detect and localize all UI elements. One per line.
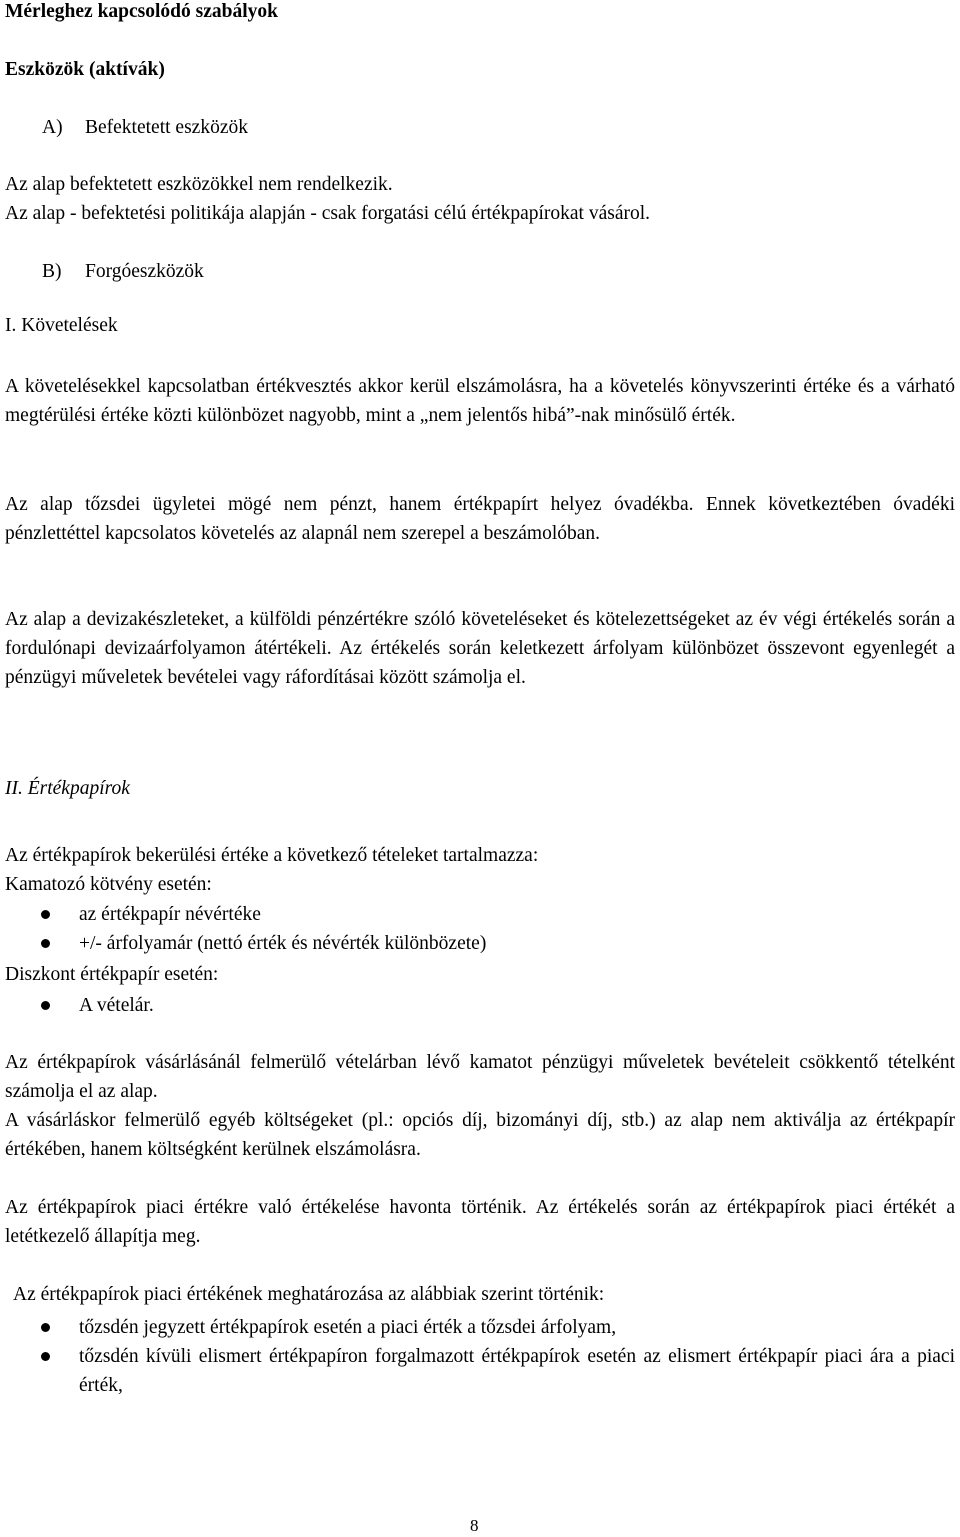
para-ii3: Diszkont értékpapír esetén: — [5, 964, 219, 985]
para-i2: Az alap tőzsdei ügyletei mögé nem pénzt, hanem értékpapírt helyez óvadékba. Ennek következtében óvadéki pénzlettéttel kapcsolatos követelés az alapnál nem szerepel a beszámolóban. — [5, 494, 955, 544]
list-item — [0, 900, 955, 929]
page-title: Mérleghez kapcsolódó szabályok — [5, 1, 278, 22]
para-a1: Az alap befektetett eszközökkel nem rendelkezik. — [5, 174, 393, 195]
bullet-icon — [41, 910, 50, 919]
page-number: 8 — [470, 1516, 479, 1535]
heading-receivables: I. Követelések — [5, 315, 118, 336]
bullet-icon — [41, 1323, 50, 1332]
section-b-heading — [42, 257, 204, 286]
bullet-icon — [41, 1001, 50, 1010]
section-a-label: A) — [42, 117, 63, 138]
para-a2: Az alap - befektetési politikája alapján - csak forgatási célú értékpapírokat vásárol. — [5, 203, 651, 224]
list-item-text: tőzsdén kívüli elismert értékpapíron forgalmazott értékpapírok esetén az elismert értékpapír piaci ára a piaci érték, — [79, 1346, 955, 1396]
heading-securities: II. Értékpapírok — [5, 778, 130, 799]
para-ii4: Az értékpapírok vásárlásánál felmerülő vételárban lévő kamatot pénzügyi műveletek bevételeit csökkentő tételként számolja el az alap. — [5, 1052, 955, 1102]
section-b-label: B) — [42, 261, 62, 282]
section-a-heading — [42, 113, 248, 142]
list-item-text: az értékpapír névértéke — [79, 904, 261, 925]
list-item-text: +/- árfolyamár (nettó érték és névérték különbözete) — [79, 933, 487, 954]
para-i3: Az alap a devizakészleteket, a külföldi pénzértékre szóló követeléseket és kötelezettségeket az év végi értékelés során a fordulónapi devizaárfolyamon átértékeli. Az értékelés során keletkezett árfolyam különbözet összevont egyenlegét a pénzügyi műveletek bevételei vagy ráfordításai között számolja el. — [5, 609, 955, 688]
list-item — [0, 929, 955, 958]
list-item — [0, 1313, 955, 1342]
para-ii2: Kamatozó kötvény esetén: — [5, 874, 212, 895]
list-item-text: A vételár. — [79, 995, 154, 1016]
para-ii1: Az értékpapírok bekerülési értéke a következő tételeket tartalmazza: — [5, 845, 539, 866]
bullet-icon — [41, 939, 50, 948]
para-i1: A követelésekkel kapcsolatban értékvesztés akkor kerül elszámolásra, ha a követelés könyvszerinti értéke és a várható megtérülési értéke közti különbözet nagyobb, mint a „nem jelentős hibá”-nak minősülő érték. — [5, 376, 955, 426]
section-subtitle: Eszközök (aktívák) — [5, 59, 165, 80]
para-ii5: A vásárláskor felmerülő egyéb költségeket (pl.: opciós díj, bizományi díj, stb.) az alap nem aktiválja az értékpapír értékében, hanem költségként kerülnek elszámolásra. — [5, 1110, 955, 1160]
section-a-title: Befektetett eszközök — [85, 117, 248, 138]
list-market-value — [0, 1313, 955, 1400]
section-b-title: Forgóeszközök — [85, 261, 204, 282]
bullet-icon — [41, 1352, 50, 1361]
list-item — [0, 991, 955, 1020]
para-ii7: Az értékpapírok piaci értékének meghatározása az alábbiak szerint történik: — [13, 1284, 605, 1305]
list-item-text: tőzsdén jegyzett értékpapírok esetén a piaci érték a tőzsdei árfolyam, — [79, 1317, 617, 1338]
list-discount — [0, 991, 955, 1020]
list-coupon-bond — [0, 900, 955, 958]
list-item — [0, 1342, 955, 1400]
para-ii6: Az értékpapírok piaci értékre való értékelése havonta történik. Az értékelés során az értékpapírok piaci értékét a letétkezelő állapítja meg. — [5, 1197, 955, 1247]
